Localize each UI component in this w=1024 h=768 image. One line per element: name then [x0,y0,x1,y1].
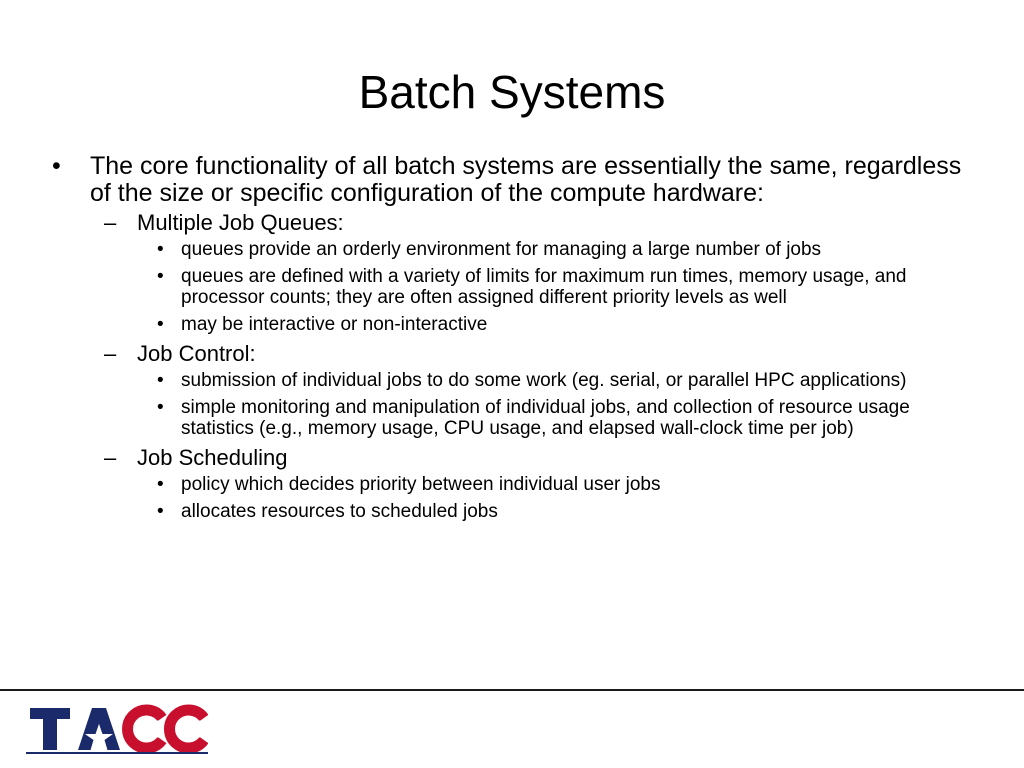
subbullet-text: Job Control: [137,341,256,366]
subbullet-job-scheduling [46,445,976,470]
dash-marker: – [104,210,117,235]
footer-divider [0,689,1024,691]
subbullet-job-control [46,341,976,366]
subbullet-text: Multiple Job Queues: [137,210,344,235]
list-item [46,239,976,260]
bullet-marker: • [157,501,164,522]
list-item [46,266,976,308]
list-item [46,501,976,522]
subbullet-job-queues [46,210,976,235]
list-item-text: policy which decides priority between individual user jobs [181,474,661,495]
bullet-marker: • [157,397,164,418]
list-item-text: queues are defined with a variety of limits for maximum run times, memory usage, and processor counts; they are often assigned different priority levels as well [181,266,907,308]
slide-content [46,153,976,528]
dash-marker: – [104,445,117,470]
bullet-marker: • [157,266,164,287]
bullet-text: The core functionality of all batch systems are essentially the same, regardless of the size or specific configuration of the compute hardware: [90,152,962,207]
list-item-text: simple monitoring and manipulation of individual jobs, and collection of resource usage statistics (e.g., memory usage, CPU usage, and elapsed wall-clock time per job) [181,397,910,439]
list-item-text: may be interactive or non-interactive [181,314,488,335]
bullet-marker: • [157,474,164,495]
tacc-logo [26,702,208,754]
bullet-marker: • [157,370,164,391]
dash-marker: – [104,341,117,366]
list-item-text: submission of individual jobs to do some work (eg. serial, or parallel HPC applications) [181,370,907,391]
list-item-text: allocates resources to scheduled jobs [181,501,498,522]
list-item [46,314,976,335]
bullet-marker: • [52,152,61,180]
list-item-text: queues provide an orderly environment for managing a large number of jobs [181,239,822,260]
bullet-marker: • [157,314,164,335]
subbullet-text: Job Scheduling [137,445,288,470]
list-item [46,370,976,391]
list-item [46,397,976,439]
bullet-marker: • [157,239,164,260]
bullet-core-functionality [46,153,976,207]
slide-title: Batch Systems [358,66,666,118]
list-item [46,474,976,495]
